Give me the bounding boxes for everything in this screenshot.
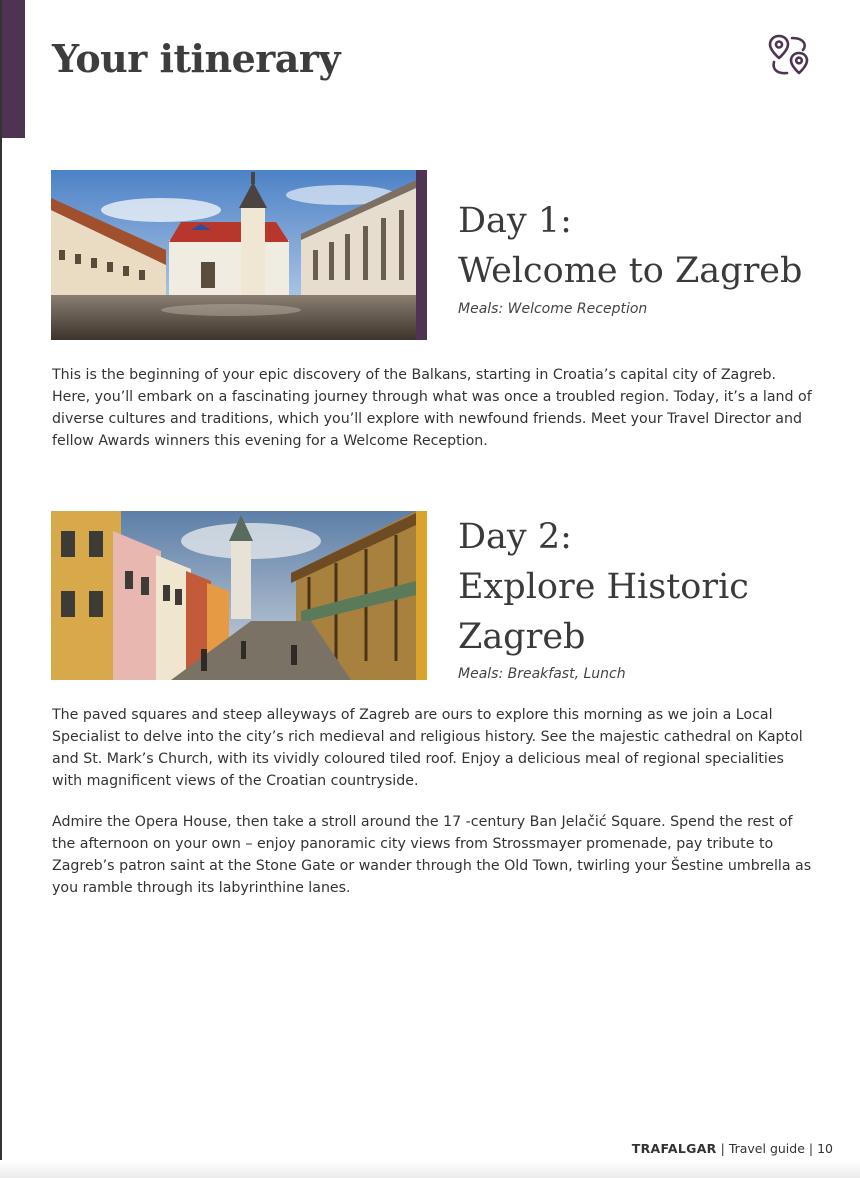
zagreb-st-marks-church-photo bbox=[51, 170, 416, 340]
day1-heading-title: Welcome to Zagreb bbox=[458, 251, 803, 291]
day2-paragraph-1: The paved squares and steep alleyways of Zagreb are ours to explore this morning as we join a Local Specialist to delve into the city’s rich medieval and religious history. See the majestic cathedral on Kaptol and St. Mark’s Church, with its vividly coloured tiled roof. Enjoy a delicious meal of regional specialities with magnificent views of the Croatian countryside. bbox=[52, 707, 803, 789]
zagreb-old-town-street-photo bbox=[51, 511, 416, 680]
footer-guide-label: Travel guide bbox=[728, 1141, 805, 1156]
day2-meals: Meals: Breakfast, Lunch bbox=[458, 666, 626, 682]
day2-heading-title-line2: Zagreb bbox=[458, 617, 586, 657]
page-title: Your itinerary bbox=[52, 36, 341, 81]
footer-separator-2: | bbox=[808, 1141, 814, 1156]
day2-heading-title-line1: Explore Historic bbox=[458, 567, 749, 607]
page-left-border bbox=[0, 0, 2, 1178]
page-bottom-shade bbox=[0, 1160, 860, 1178]
header-accent-bar bbox=[2, 0, 25, 138]
day1-paragraph: This is the beginning of your epic discovery of the Balkans, starting in Croatia’s capital city of Zagreb. Here, you’ll embark on a fascinating journey through what was once a troubled region. Today, it’s a land of diverse cultures and traditions, which you’ll explore with newfound friends. Meet your Travel Director and fellow Awards winners this evening for a Welcome Reception. bbox=[52, 367, 812, 449]
day2-heading bbox=[458, 512, 749, 662]
page-footer bbox=[632, 1141, 833, 1156]
day2-heading-day: Day 2: bbox=[458, 517, 572, 557]
day2-paragraph-2: Admire the Opera House, then take a stroll around the 17 -century Ban Jelačić Square. Spend the rest of the afternoon on your own – enjoy panoramic city views from Strossmayer promenade, pay tribute to Zagreb’s patron saint at the Stone Gate or wander through the Old Town, twirling your Šestine umbrella as you ramble through its labyrinthine lanes. bbox=[52, 814, 812, 896]
day1-meals: Meals: Welcome Reception bbox=[458, 301, 648, 317]
day1-heading bbox=[458, 196, 802, 296]
day1-image-strip bbox=[416, 170, 427, 340]
day1-heading-day: Day 1: bbox=[458, 201, 572, 241]
footer-separator: | bbox=[720, 1141, 725, 1156]
footer-page-number: 10 bbox=[817, 1141, 833, 1156]
map-route-icon bbox=[766, 32, 812, 78]
day2-image-strip bbox=[416, 511, 427, 680]
footer-brand: TRAFALGAR bbox=[631, 1141, 717, 1156]
